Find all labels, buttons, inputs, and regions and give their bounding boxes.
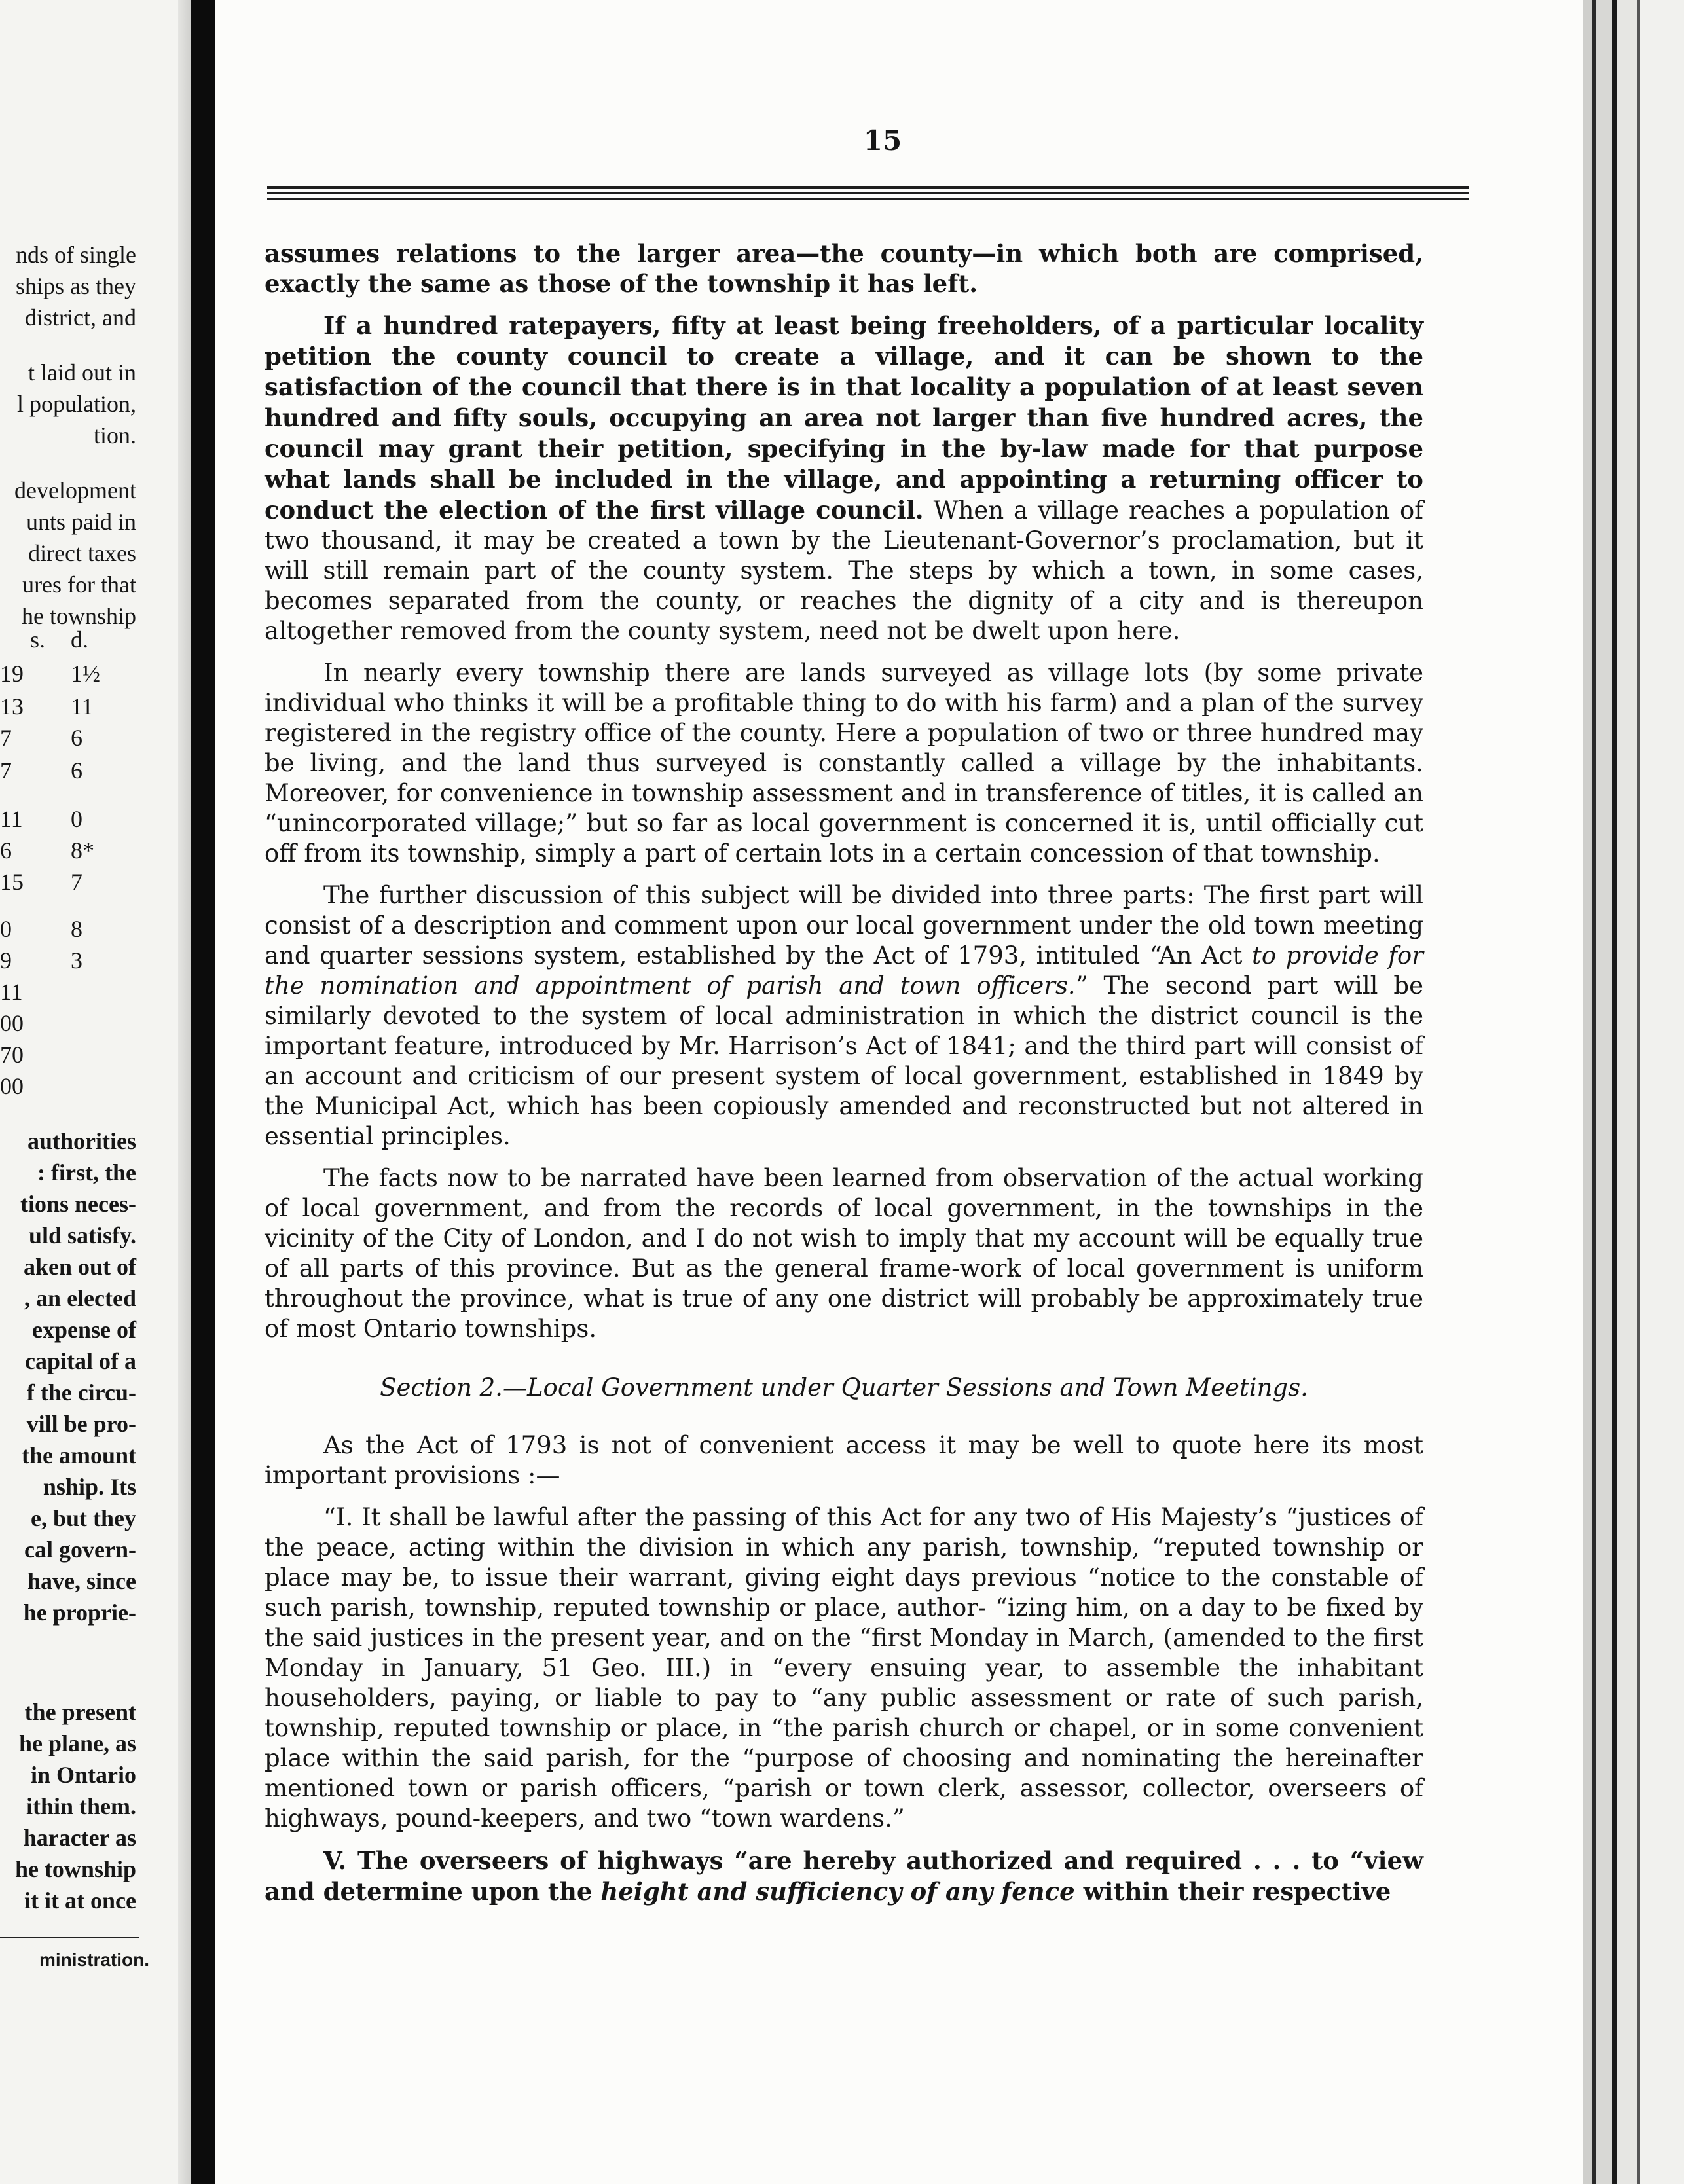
paragraph-three-parts-a: The further discussion of this subject will be divided into three parts: The first part will consist of a description and comment upon our local government under the old town meeting and quarter sessions system, established by the Act of 1793, intituled “An Act [265, 881, 1423, 970]
left-text-line: aken out of [23, 1254, 136, 1280]
left-text-line: vill be pro- [26, 1411, 136, 1437]
left-text-line: expense of [32, 1317, 136, 1343]
left-text-line: : first, the [37, 1159, 136, 1186]
left-text-line: he township [22, 603, 136, 629]
left-text-line: nship. Its [43, 1474, 136, 1500]
quoted-provision-five-b: within their respective [1074, 1877, 1391, 1906]
left-text-line: the amount [21, 1442, 136, 1468]
left-text-line: l population, [17, 391, 136, 417]
left-text-line: f the circu- [26, 1379, 136, 1406]
left-text-line: tion. [93, 422, 136, 448]
left-table-cell: 8 [71, 916, 82, 942]
fence-phrase-italic: height and sufficiency of any fence [600, 1877, 1075, 1906]
left-text-line: ithin them. [26, 1793, 136, 1819]
left-footnote: ministration. [39, 1950, 149, 1970]
left-text-line: haracter as [23, 1825, 136, 1851]
left-table-cell: 13 [0, 693, 24, 719]
left-table-cell: 3 [71, 947, 82, 974]
quoted-provision-one: “I. It shall be lawful after the passing of this Act for any two of His Majesty’s “justices of the peace, acting within the division in which any parish, township, “reputed township or place may be, to issue their warrant, giving eight days previous “notice to the constable of such parish, township, reputed township or place, author- “izing him, on a day to be fixed by the said justices in the present year, and on the “first Monday in March, (amended to the first Monday in January, 51 Geo. III.) in “every ensuing year, to assemble the inhabitant householders, paying, or liable to pay to “any public assessment or rate of such parish, township, reputed township or place, in “the parish church or chapel, or in some convenient place within the said parish, for the “purpose of choosing and nominating the hereinafter mentioned town or parish officers, “parish or town clerk, assessor, collector, overseers of highways, pound-keepers, and two “town wardens.” [265, 1503, 1423, 1832]
left-text-line: in Ontario [30, 1762, 136, 1788]
left-text-line: unts paid in [26, 509, 136, 535]
left-footnote-rule [0, 1937, 139, 1938]
left-text-line: e, but they [31, 1505, 136, 1531]
left-text-line: he proprie- [23, 1599, 136, 1626]
left-text-line: authorities [27, 1128, 136, 1154]
left-table-header: s. [30, 627, 46, 653]
left-text-line: the present [24, 1699, 136, 1725]
left-table-cell: 9 [0, 947, 12, 974]
paragraph-village-creation-bold: If a hundred ratepayers, fifty at least being freeholders, of a particular locality petition the county council to create a village, and it can be shown to the satisfaction of the council that there is in that locality a population of at least seven hundred and fifty souls, occupying an area not larger than five hundred acres, the council may grant their petition, specifying in the by-law made for that purpose what lands shall be included in the village, and appointing a returning officer to conduct the election of the first village council. [265, 311, 1423, 524]
left-text-line: t laid out in [28, 359, 136, 386]
book-gutter [191, 0, 215, 2184]
left-table-cell: 15 [0, 869, 24, 895]
paragraph-village-lots: In nearly every township there are lands surveyed as village lots (by some private individual who thinks it will be a profitable thing to do with his farm) and a plan of the survey registered in the registry office of the county. Here a population of two or three hundred may be living, and the land thus surveyed is constantly called a village by the inhabitants. Moreover, for convenience in township assessment and in transference of titles, it is called an “unincorporated village;” but so far as local government is concerned it is, until officially cut off from its township, simply a part of certain lots in a certain concession of that township. [265, 659, 1423, 867]
left-text-line: have, since [27, 1568, 136, 1594]
left-table-header: d. [71, 627, 88, 653]
paragraph-act-1793: As the Act of 1793 is not of convenient access it may be well to quote here its most important provisions :— [265, 1431, 1423, 1489]
left-table-cell: 6 [0, 837, 12, 864]
left-table-cell: 1½ [71, 661, 100, 687]
left-table-cell: 11 [0, 979, 23, 1005]
header-rule [267, 186, 1469, 200]
left-text-line: district, and [25, 304, 136, 331]
left-page-fragment [0, 0, 191, 2184]
paragraph-three-parts-b: ” The second part will be similarly devoted to the system of local administration in which the district council is the important feature, introduced by Mr. Harrison’s Act of 1841; and the third part will consist of an account and criticism of our present system of local government, established in 1849 by the Municipal Act, which has been copiously amended and reconstructed but not altered in essential principles. [265, 972, 1423, 1150]
paragraph-three-parts [265, 881, 1423, 1152]
left-text-line: ures for that [22, 572, 136, 598]
left-text-line: he plane, as [18, 1730, 136, 1756]
left-table-cell: 6 [71, 757, 82, 784]
left-table-cell: 0 [0, 916, 12, 942]
left-text-line: nds of single [16, 242, 136, 268]
left-text-line: tions neces- [20, 1191, 136, 1217]
left-text-line: he township [14, 1856, 136, 1882]
left-table-cell: 0 [71, 806, 82, 832]
act-title-italic: to provide for the nomination and appointment of parish and town officers. [265, 941, 1423, 1000]
left-page-shadow [178, 0, 191, 2184]
left-text-line: direct taxes [28, 540, 136, 566]
left-table-cell: 19 [0, 661, 24, 687]
left-table-cell: 7 [71, 869, 82, 895]
section-heading: Section 2.—Local Government under Quarter Sessions and Town Meetings. [380, 1374, 1308, 1402]
left-table-cell: 7 [0, 757, 12, 784]
left-table-cell: 8* [71, 837, 94, 864]
left-text-line: uld satisfy. [28, 1222, 136, 1248]
body-text [265, 238, 1423, 1907]
quoted-provision-five [265, 1846, 1423, 1907]
left-table-cell: 11 [0, 806, 23, 832]
left-table-cell: 7 [0, 725, 12, 751]
page-stack-edge [1583, 0, 1684, 2184]
paragraph-village-creation [265, 310, 1423, 646]
quoted-provision-five-a: V. The overseers of highways “are hereby authorized and required . . . to “view and determine upon the [265, 1846, 1423, 1906]
left-table-cell: 70 [0, 1042, 24, 1068]
paragraph-village-creation-rest: When a village reaches a population of two thousand, it may be created a town by the Lieutenant-Governor’s proclamation, but it will still remain part of the county system. The steps by which a town, in some cases, becomes separated from the county, or reaches the dignity of a city and is thereupon altogether removed from the county system, need not be dwelt upon here. [265, 496, 1423, 645]
page-number: 15 [863, 124, 902, 156]
left-text-line: , an elected [24, 1285, 136, 1311]
left-table-cell: 00 [0, 1073, 24, 1099]
left-table-cell: 11 [71, 693, 94, 719]
left-text-line: development [14, 477, 136, 503]
left-table-cell: 6 [71, 725, 82, 751]
paragraph-facts: The facts now to be narrated have been learned from observation of the actual working of local government, and from the records of local government, in the townships in the vicinity of the City of London, and I do not wish to imply that my account will be equally true of all parts of this province. But as the general frame-work of local government is uniform throughout the province, what is true of any one district will probably be approximately true of most Ontario townships. [265, 1164, 1423, 1343]
left-text-line: ships as they [16, 273, 136, 299]
left-text-line: capital of a [25, 1348, 136, 1374]
paragraph-continuation: assumes relations to the larger area—the county—in which both are comprised, exactly the same as those of the township it has left. [265, 239, 1423, 298]
left-table-cell: 00 [0, 1010, 24, 1036]
left-text-line: cal govern- [24, 1537, 136, 1563]
main-page [215, 0, 1583, 2184]
left-text-line: it it at once [24, 1887, 136, 1914]
